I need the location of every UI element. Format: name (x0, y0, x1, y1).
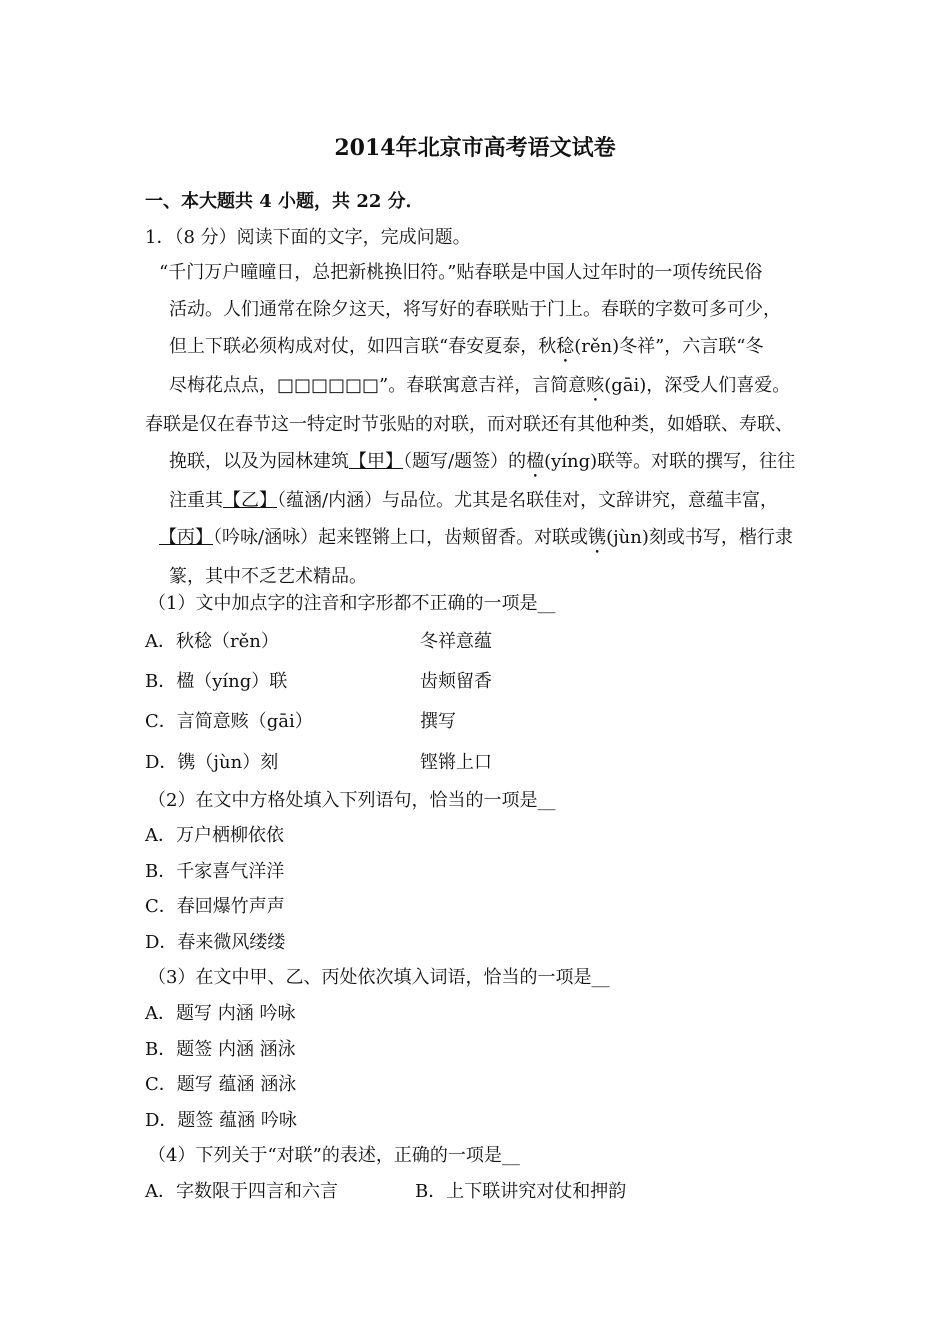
passage-text: (rěn)冬祥”，六言联“冬 (574, 336, 764, 357)
option-b: B．题签 内涵 涵泳 (145, 1039, 296, 1060)
blank-marker-bing: 【丙】 (159, 527, 213, 548)
dotted-char: 赅 (586, 375, 605, 396)
reading-passage (145, 254, 810, 595)
passage-text: (gāi)，深受人们喜爱。 (604, 375, 791, 396)
sub-question-2: （2）在文中方格处填入下列语句，恰当的一项是__ (148, 790, 556, 811)
option-a-words: 冬祥意蕴 (420, 631, 492, 652)
option-d: D．春来微风缕缕 (145, 932, 286, 953)
passage-text: 但上下联必须构成对仗，如四言联“春安夏泰，秋 (169, 336, 557, 357)
option-b-words: 齿颊留香 (420, 671, 492, 692)
passage-line (145, 328, 810, 367)
dotted-char: 楹 (526, 451, 545, 472)
passage-line (145, 482, 810, 519)
option-c: C．春回爆竹声声 (145, 896, 285, 917)
passage-line: “千门万户曈曈日，总把新桃换旧符。”贴春联是中国人过年时的一项传统民俗 (159, 262, 763, 283)
option-c: C．题写 蕴涵 涵泳 (145, 1074, 297, 1095)
sub-question-1: （1）文中加点字的注音和字形都不正确的一项是__ (148, 593, 556, 614)
passage-text: 注重其 (169, 490, 223, 511)
passage-line: 活动。人们通常在除夕这天，将写好的春联贴于门上。春联的字数可多可少， (169, 299, 781, 320)
option-d: D．题签 蕴涵 吟咏 (145, 1110, 297, 1131)
question-number: 1． (145, 227, 175, 248)
blank-marker-jia: 【甲】 (349, 451, 403, 472)
passage-line (145, 519, 810, 558)
option-b: B．上下联讲究对仗和押韵 (415, 1181, 627, 1202)
option-a: A．字数限于四言和六言 (145, 1181, 338, 1202)
sub-question-4: （4）下列关于“对联”的表述，正确的一项是__ (148, 1145, 520, 1166)
passage-line (145, 443, 810, 482)
option-b: B．千家喜气洋洋 (145, 861, 285, 882)
question-1-stem (145, 226, 471, 250)
section-header: 一、本大题共 4 小题，共 22 分． (145, 191, 424, 212)
page-title: 2014年北京市高考语文试卷 (334, 135, 616, 161)
sub-question-3: （3）在文中甲、乙、丙处依次填入词语，恰当的一项是__ (148, 967, 610, 988)
passage-text: （蕴涵/内涵）与品位。尤其是名联佳对，文辞讲究，意蕴丰富， (277, 490, 779, 511)
option-a-label: A．秋稔（rěn） (145, 631, 279, 652)
passage-text: （题写/题签）的 (403, 451, 527, 472)
option-d-words: 铿锵上口 (420, 752, 492, 773)
dotted-char: 稔 (556, 336, 575, 357)
passage-line: 春联是仅在春节这一特定时节张贴的对联，而对联还有其他种类，如婚联、寿联、 (145, 414, 793, 435)
passage-line (145, 367, 810, 406)
passage-text: (jùn)刻或书写，楷行隶 (606, 527, 793, 548)
option-c-words: 撰写 (420, 711, 456, 732)
passage-text: 挽联，以及为园林建筑 (169, 451, 349, 472)
option-a: A．题写 内涵 吟咏 (145, 1003, 296, 1024)
passage-text: (yíng)联等。对联的撰写，往往 (544, 451, 796, 472)
passage-line: 篆，其中不乏艺术精品。 (169, 566, 367, 587)
option-a: A．万户栖柳依依 (145, 825, 284, 846)
passage-text: 尽梅花点点，□□□□□□”。春联寓意吉祥，言简意 (169, 375, 587, 396)
blank-marker-yi: 【乙】 (223, 490, 277, 511)
option-d-label: D．镌（jùn）刻 (145, 752, 279, 773)
passage-text: （吟咏/涵咏）起来铿锵上口，齿颊留香。对联或 (213, 527, 589, 548)
question-stem-text: （8 分）阅读下面的文字，完成问题。 (174, 227, 471, 248)
dotted-char: 镌 (588, 527, 607, 548)
option-c-label: C．言简意赅（gāi） (145, 711, 313, 732)
option-b-label: B．楹（yíng）联 (145, 671, 288, 692)
